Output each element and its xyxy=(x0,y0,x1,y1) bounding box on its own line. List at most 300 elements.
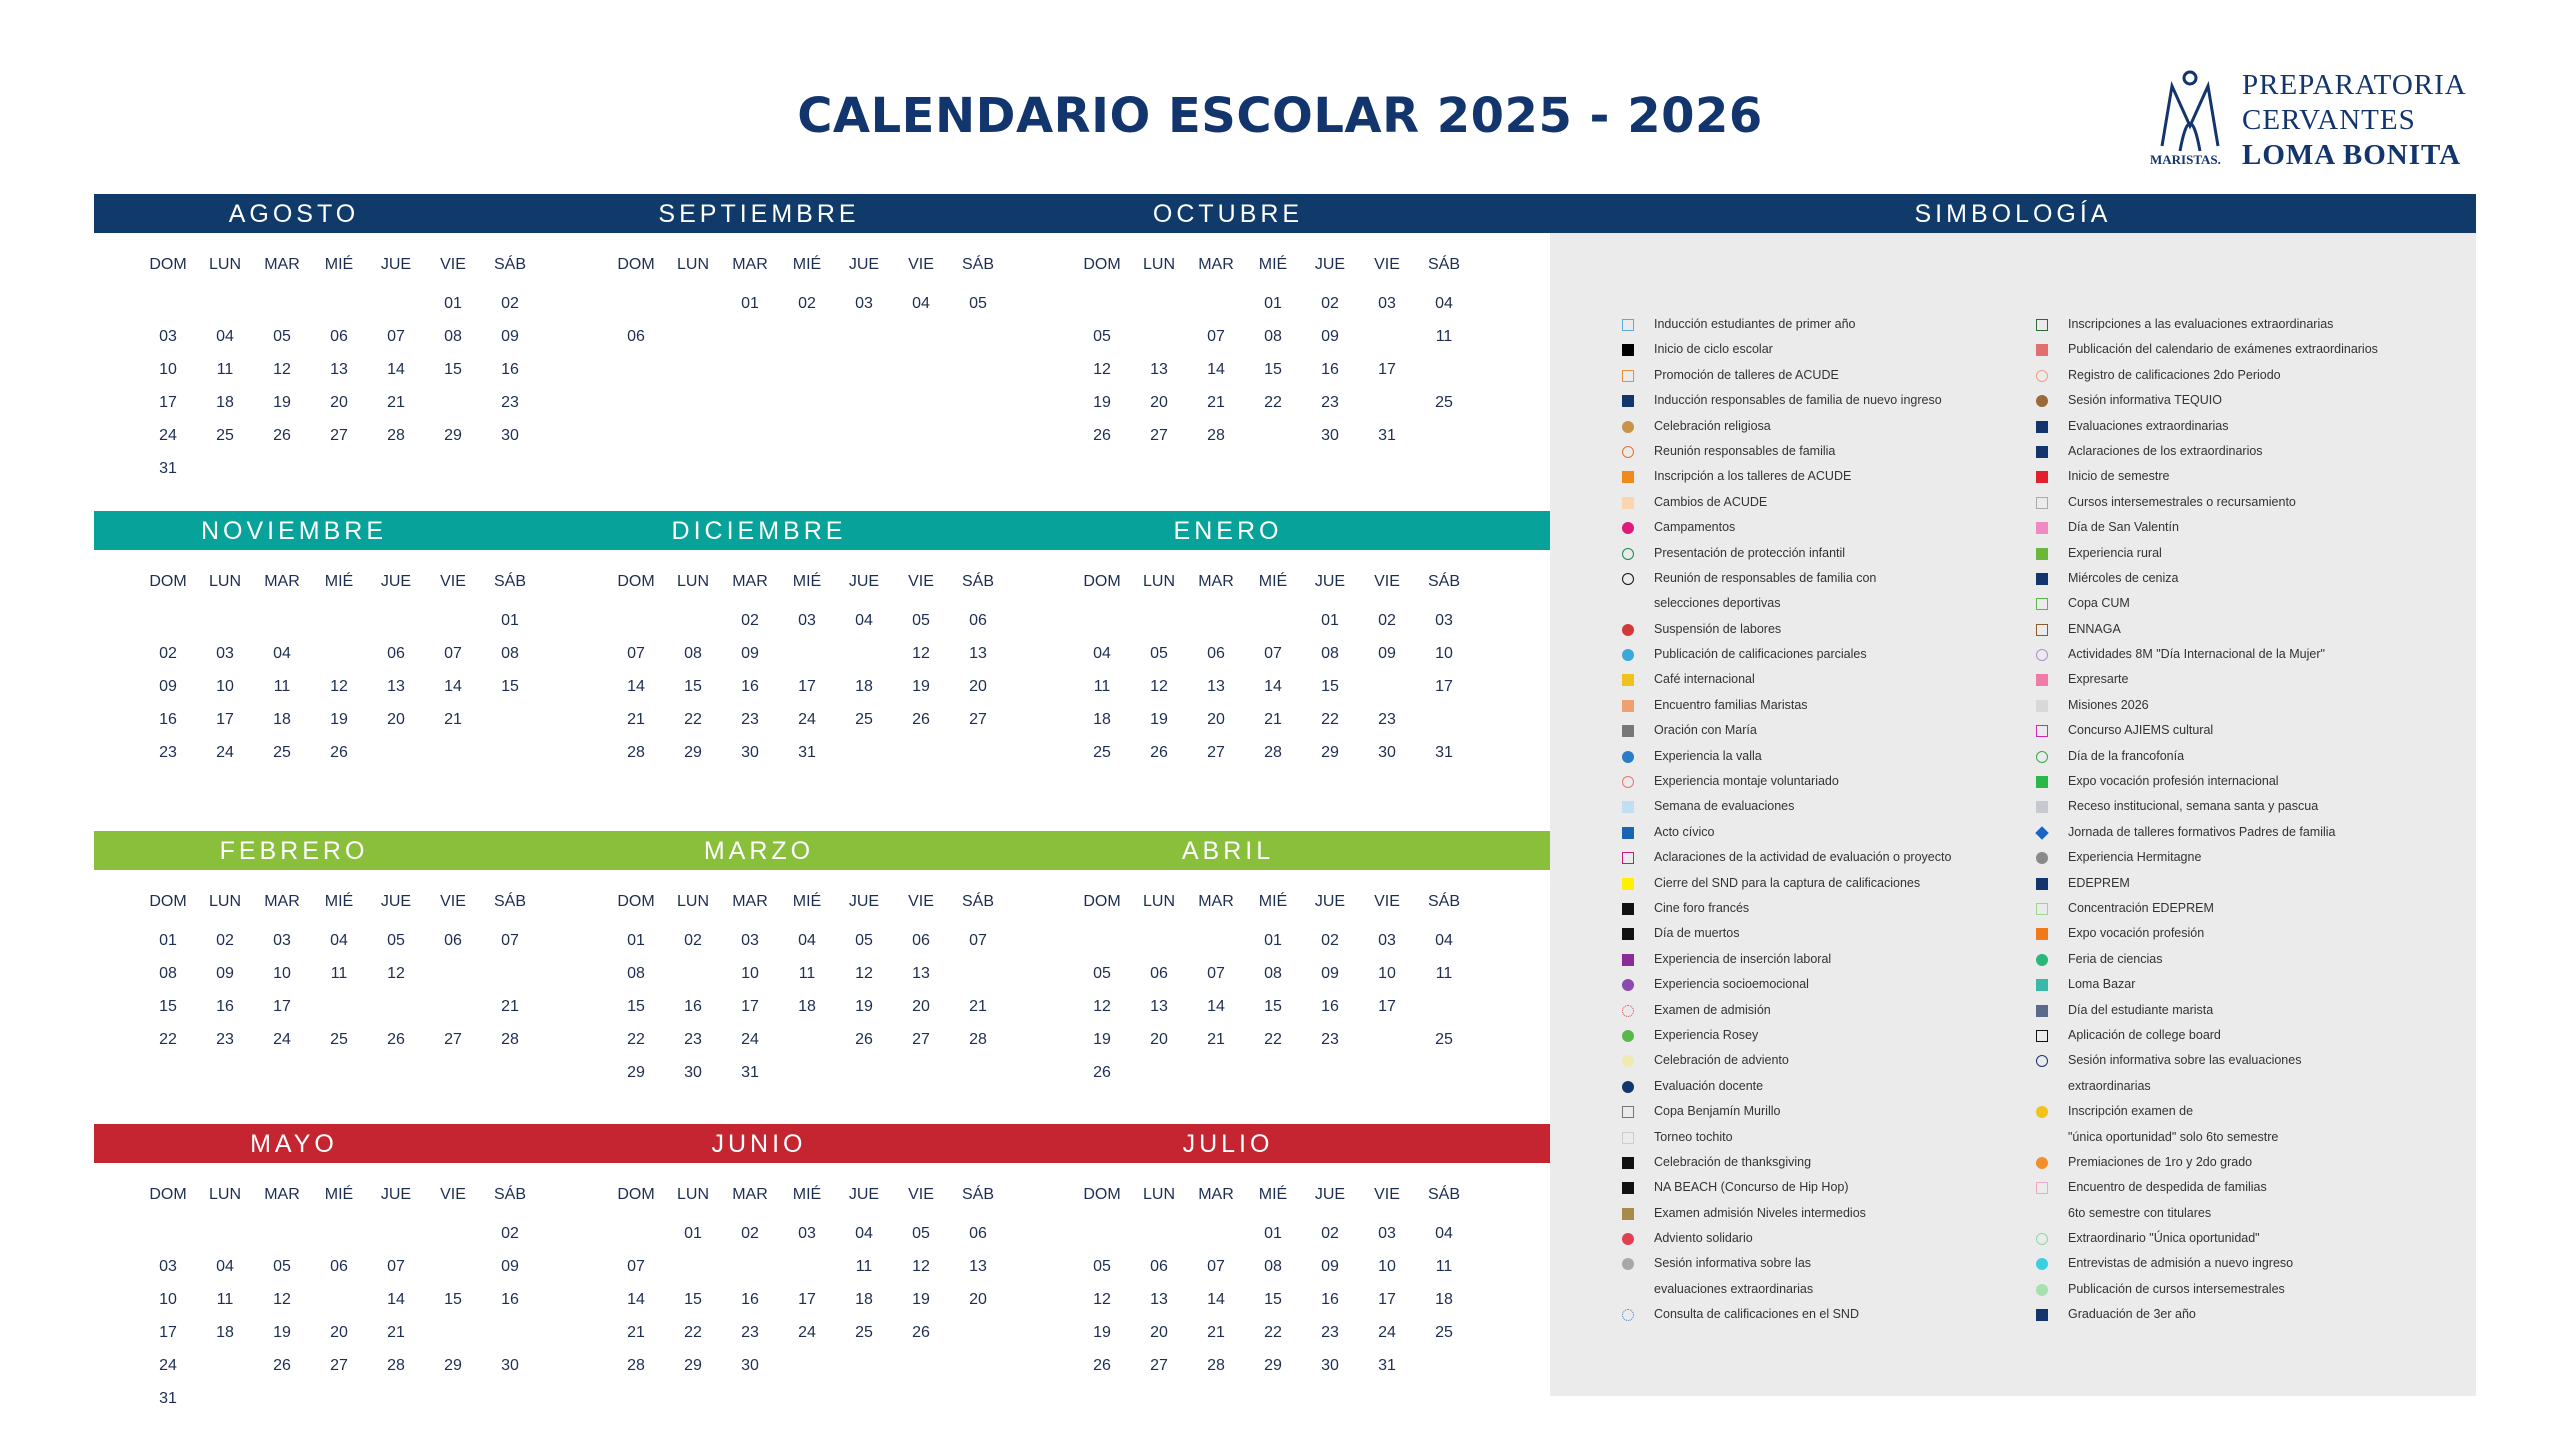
day-cell: 02 xyxy=(159,645,177,662)
legend-label: Experiencia socioemocional xyxy=(1654,977,1809,992)
day-cell: 26 xyxy=(1093,1357,1111,1374)
day-cell: 24 xyxy=(273,1031,291,1048)
day-cell: 09 xyxy=(1321,328,1339,345)
day-cell: 30 xyxy=(741,744,759,761)
week-row xyxy=(1074,1284,1474,1317)
day-cell: 17 xyxy=(1378,1291,1396,1308)
legend-label: Torneo tochito xyxy=(1654,1129,1733,1144)
lines-teal-icon xyxy=(2036,979,2048,991)
day-cell: 22 xyxy=(684,1324,702,1341)
day-header: SÁB xyxy=(1427,573,1460,590)
band-row-4 xyxy=(94,1124,1550,1163)
day-cell: 20 xyxy=(1150,1324,1168,1341)
day-cell: 03 xyxy=(1378,295,1396,312)
day-header: MIÉ xyxy=(324,1186,354,1203)
day-header: SÁB xyxy=(961,893,994,910)
day-cell: 07 xyxy=(627,1258,645,1275)
day-cell: 21 xyxy=(1207,1324,1225,1341)
legend-item xyxy=(1616,1048,2036,1073)
dotted-blue-icon xyxy=(1622,1309,1634,1321)
sq-outline-orange-icon xyxy=(1622,370,1634,382)
day-cell: 06 xyxy=(1150,965,1168,982)
legend-item xyxy=(2030,337,2470,362)
day-cell: 08 xyxy=(159,965,177,982)
day-cell: 01 xyxy=(684,1225,702,1242)
day-cell: 18 xyxy=(855,1291,873,1308)
legend-item xyxy=(2030,1251,2470,1276)
month-grid xyxy=(140,1218,540,1416)
week-row xyxy=(608,1317,1008,1350)
legend-right xyxy=(2030,312,2470,1328)
legend-item xyxy=(2030,744,2470,769)
day-cell: 21 xyxy=(501,998,519,1015)
day-cell: 18 xyxy=(1435,1291,1453,1308)
legend-label: Sesión informativa sobre las evaluaciones xyxy=(2068,1053,2302,1068)
day-cell: 22 xyxy=(684,711,702,728)
day-cell: 20 xyxy=(912,998,930,1015)
band-row-1 xyxy=(94,194,1550,233)
week-row xyxy=(608,1284,1008,1317)
week-row xyxy=(140,1317,540,1350)
day-cell: 15 xyxy=(1264,998,1282,1015)
legend-item xyxy=(2030,1175,2470,1200)
day-cell: 23 xyxy=(741,1324,759,1341)
week-row xyxy=(608,1350,1008,1383)
legend-item xyxy=(1616,947,2036,972)
day-cell: 30 xyxy=(741,1357,759,1374)
week-row xyxy=(140,925,540,958)
circle-outline-mint-icon xyxy=(2036,1233,2048,1245)
day-cell: 04 xyxy=(273,645,291,662)
legend-label: Jornada de talleres formativos Padres de familia xyxy=(2068,824,2336,839)
week-row xyxy=(140,671,540,704)
day-header: LUN xyxy=(208,893,241,910)
day-header: MIÉ xyxy=(1258,893,1288,910)
week-row xyxy=(608,321,1008,354)
day-cell: 21 xyxy=(1207,394,1225,411)
day-cell: 29 xyxy=(1264,1357,1282,1374)
legend-label: Copa Benjamín Murillo xyxy=(1654,1104,1781,1119)
legend-label: Inducción responsables de familia de nuevo ingreso xyxy=(1654,393,1942,408)
legend-label: Café internacional xyxy=(1654,672,1755,687)
day-cell: 20 xyxy=(330,1324,348,1341)
day-cell: 03 xyxy=(741,932,759,949)
legend-label: Feria de ciencias xyxy=(2068,951,2163,966)
day-header: LUN xyxy=(208,1186,241,1203)
day-cell: 10 xyxy=(1378,1258,1396,1275)
day-header: LUN xyxy=(676,256,709,273)
day-cell: 03 xyxy=(1378,1225,1396,1242)
day-cell: 11 xyxy=(273,678,291,695)
legend-label: Inducción estudiantes de primer año xyxy=(1654,317,1856,331)
day-cell: 04 xyxy=(216,328,234,345)
legend-item xyxy=(2030,896,2470,921)
day-cell: 21 xyxy=(969,998,987,1015)
legend-label: Presentación de protección infantil xyxy=(1654,545,1846,560)
day-cell: 25 xyxy=(1435,394,1453,411)
day-header: SÁB xyxy=(961,573,994,590)
circle-outline-lavender-icon xyxy=(2036,649,2048,661)
sun-green-icon xyxy=(2036,954,2048,966)
day-cell: 06 xyxy=(627,328,645,345)
day-cell: 15 xyxy=(1264,361,1282,378)
day-cell: 01 xyxy=(444,295,462,312)
day-cell: 16 xyxy=(501,361,519,378)
day-header: VIE xyxy=(440,573,466,590)
day-cell: 21 xyxy=(387,394,405,411)
legend-item xyxy=(1616,388,2036,413)
day-cell: 23 xyxy=(1321,1031,1339,1048)
circle-outline-green-icon xyxy=(2036,751,2048,763)
day-cell: 21 xyxy=(1264,711,1282,728)
legend-item xyxy=(2030,769,2470,794)
legend-item xyxy=(2030,972,2470,997)
day-cell: 06 xyxy=(330,328,348,345)
month-title-julio: JULIO xyxy=(1182,1130,1274,1158)
week-row xyxy=(140,1218,540,1251)
day-cell: 10 xyxy=(159,361,177,378)
legend-item xyxy=(2030,541,2470,566)
week-row xyxy=(1074,991,1474,1024)
day-cell: 29 xyxy=(684,1357,702,1374)
week-row xyxy=(140,288,540,321)
day-cell: 03 xyxy=(798,612,816,629)
legend-item xyxy=(1616,1277,2036,1302)
legend-item xyxy=(2030,1277,2470,1302)
day-cell: 19 xyxy=(330,711,348,728)
day-cell: 10 xyxy=(216,678,234,695)
arc-orange-icon xyxy=(1622,446,1634,458)
legend-label: Adviento solidario xyxy=(1654,1231,1753,1246)
day-headers xyxy=(1074,256,1474,280)
day-cell: 13 xyxy=(1150,998,1168,1015)
day-header: VIE xyxy=(1374,256,1400,273)
legend-label: Concentración EDEPREM xyxy=(2068,900,2214,915)
circle-outline-peach-icon xyxy=(2036,370,2048,382)
day-cell: 15 xyxy=(444,361,462,378)
day-cell: 24 xyxy=(798,1324,816,1341)
day-cell: 20 xyxy=(387,711,405,728)
legend-label: Expo vocación profesión internacional xyxy=(2068,774,2279,789)
circle-mint-icon xyxy=(2036,1284,2048,1296)
month-title-agosto: AGOSTO xyxy=(228,200,360,228)
week-row xyxy=(140,321,540,354)
legend-item xyxy=(2030,1302,2470,1327)
day-header: LUN xyxy=(1142,1186,1175,1203)
week-row xyxy=(608,638,1008,671)
day-cell: 02 xyxy=(501,1225,519,1242)
day-header: MAR xyxy=(1198,573,1234,590)
day-cell: 14 xyxy=(627,1291,645,1308)
legend-label: extraordinarias xyxy=(2068,1078,2151,1093)
day-cell: 25 xyxy=(1435,1031,1453,1048)
day-cell: 10 xyxy=(273,965,291,982)
legend-label: evaluaciones extraordinarias xyxy=(1654,1281,1814,1296)
x-navy-icon xyxy=(2036,878,2048,890)
day-header: VIE xyxy=(908,1186,934,1203)
legend-item xyxy=(1616,363,2036,388)
legend-item xyxy=(1616,541,2036,566)
day-cell: 19 xyxy=(1093,1324,1111,1341)
day-cell: 05 xyxy=(1093,1258,1111,1275)
day-cell: 23 xyxy=(684,1031,702,1048)
day-header: JUE xyxy=(848,893,880,910)
week-row xyxy=(608,1024,1008,1057)
day-cell: 01 xyxy=(159,932,177,949)
month-title-diciembre: DICIEMBRE xyxy=(671,517,847,545)
day-cell: 29 xyxy=(444,427,462,444)
week-row xyxy=(608,288,1008,321)
legend-label: Aplicación de college board xyxy=(2068,1027,2221,1042)
legend-item xyxy=(2030,1150,2470,1175)
legend-label: Cine foro francés xyxy=(1654,900,1750,915)
day-cell: 24 xyxy=(741,1031,759,1048)
page-title: CALENDARIO ESCOLAR 2025 - 2026 xyxy=(797,88,1763,144)
day-cell: 13 xyxy=(912,965,930,982)
sq-purple-icon xyxy=(1622,954,1634,966)
legend-item xyxy=(2030,845,2470,870)
month-grid xyxy=(1074,288,1474,453)
legend-label: Semana de evaluaciones xyxy=(1654,799,1795,814)
day-header: MAR xyxy=(264,893,300,910)
day-cell: 08 xyxy=(1264,1258,1282,1275)
month-grid xyxy=(608,1218,1008,1383)
day-header: LUN xyxy=(1142,573,1175,590)
day-cell: 18 xyxy=(216,394,234,411)
legend-item xyxy=(1616,490,2036,515)
day-header: MAR xyxy=(732,1186,768,1203)
day-cell: 17 xyxy=(1378,998,1396,1015)
legend-item xyxy=(1616,1023,2036,1048)
legend-item xyxy=(1616,769,2036,794)
legend-label: Examen de admisión xyxy=(1654,1002,1771,1017)
day-cell: 10 xyxy=(741,965,759,982)
day-header: MAR xyxy=(1198,256,1234,273)
day-cell: 28 xyxy=(969,1031,987,1048)
day-cell: 05 xyxy=(1093,328,1111,345)
day-cell: 28 xyxy=(1264,744,1282,761)
day-cell: 12 xyxy=(1093,998,1111,1015)
legend-item xyxy=(2030,490,2470,515)
legend-item xyxy=(1616,667,2036,692)
week-row xyxy=(140,1284,540,1317)
day-cell: 07 xyxy=(387,1258,405,1275)
day-header: VIE xyxy=(908,256,934,273)
legend-label: Cursos intersemestrales o recursamiento xyxy=(2068,494,2296,509)
day-cell: 24 xyxy=(216,744,234,761)
day-cell: 04 xyxy=(216,1258,234,1275)
week-row xyxy=(1074,1317,1474,1350)
day-cell: 02 xyxy=(684,932,702,949)
legend-label: Actividades 8M "Día Internacional de la Mujer" xyxy=(2068,647,2325,662)
day-header: DOM xyxy=(617,573,655,590)
legend-item xyxy=(1616,312,2036,337)
week-row xyxy=(1074,387,1474,420)
day-cell: 28 xyxy=(387,427,405,444)
day-cell: 14 xyxy=(1207,361,1225,378)
day-headers xyxy=(1074,1186,1474,1210)
month-grid xyxy=(1074,925,1474,1090)
legend-item xyxy=(1616,871,2036,896)
day-cell: 20 xyxy=(1207,711,1225,728)
flower-yellow-icon xyxy=(1622,674,1634,686)
day-header: MAR xyxy=(732,256,768,273)
day-cell: 10 xyxy=(1435,645,1453,662)
day-cell: 27 xyxy=(969,711,987,728)
day-cell: 06 xyxy=(969,1225,987,1242)
legend-label: Concurso AJIEMS cultural xyxy=(2068,723,2214,738)
day-header: DOM xyxy=(617,256,655,273)
day-cell: 23 xyxy=(1321,394,1339,411)
circle-navy-icon xyxy=(1622,1081,1634,1093)
legend-item xyxy=(2030,871,2470,896)
day-cell: 23 xyxy=(501,394,519,411)
day-header: SÁB xyxy=(961,256,994,273)
day-cell: 10 xyxy=(1378,965,1396,982)
day-cell: 23 xyxy=(1378,711,1396,728)
brackets-gray-icon xyxy=(1622,1106,1634,1118)
day-cell: 09 xyxy=(1321,965,1339,982)
day-cell: 12 xyxy=(912,645,930,662)
day-cell: 26 xyxy=(387,1031,405,1048)
day-cell: 13 xyxy=(330,361,348,378)
day-header: VIE xyxy=(908,893,934,910)
day-cell: 07 xyxy=(1264,645,1282,662)
day-headers xyxy=(140,573,540,597)
month-grid xyxy=(140,288,540,486)
day-cell: 09 xyxy=(216,965,234,982)
day-header: JUE xyxy=(1314,1186,1346,1203)
month-title-junio: JUNIO xyxy=(711,1130,807,1158)
legend-label: ENNAGA xyxy=(2068,621,2121,636)
day-header: DOM xyxy=(617,893,655,910)
day-cell: 18 xyxy=(216,1324,234,1341)
week-row xyxy=(608,1218,1008,1251)
corner-navy-icon xyxy=(2036,446,2048,458)
week-row xyxy=(1074,1251,1474,1284)
day-cell: 01 xyxy=(627,932,645,949)
day-cell: 10 xyxy=(159,1291,177,1308)
day-cell: 30 xyxy=(501,1357,519,1374)
day-cell: 26 xyxy=(273,1357,291,1374)
day-cell: 26 xyxy=(273,427,291,444)
day-cell: 17 xyxy=(159,1324,177,1341)
day-cell: 12 xyxy=(1093,1291,1111,1308)
day-cell: 11 xyxy=(1093,678,1111,695)
legend-item xyxy=(1616,515,2036,540)
day-cell: 16 xyxy=(1321,1291,1339,1308)
month-title-marzo: MARZO xyxy=(703,837,815,865)
day-header: MIÉ xyxy=(1258,256,1288,273)
legend-item xyxy=(2030,693,2470,718)
legend-label: selecciones deportivas xyxy=(1654,596,1781,611)
day-cell: 15 xyxy=(1264,1291,1282,1308)
legend-label: Campamentos xyxy=(1654,520,1736,535)
legend-item xyxy=(1616,591,2036,616)
day-cell: 06 xyxy=(444,932,462,949)
day-cell: 16 xyxy=(216,998,234,1015)
legend-item xyxy=(2030,947,2470,972)
day-header: JUE xyxy=(1314,573,1346,590)
day-cell: 03 xyxy=(159,328,177,345)
star-brown-icon xyxy=(1622,1208,1634,1220)
legend-label: Consulta de calificaciones en el SND xyxy=(1654,1307,1859,1322)
day-header: MIÉ xyxy=(1258,1186,1288,1203)
sq-outline-gray-icon xyxy=(2036,497,2048,509)
day-cell: 16 xyxy=(501,1291,519,1308)
week-row xyxy=(140,991,540,1024)
day-cell: 26 xyxy=(1150,744,1168,761)
day-header: DOM xyxy=(1083,573,1121,590)
week-row xyxy=(1074,1057,1474,1090)
day-cell: 29 xyxy=(684,744,702,761)
sun-yellow-icon xyxy=(2036,1106,2048,1118)
day-cell: 07 xyxy=(1207,328,1225,345)
day-headers xyxy=(1074,573,1474,597)
day-header: VIE xyxy=(1374,893,1400,910)
day-cell: 09 xyxy=(159,678,177,695)
day-cell: 15 xyxy=(444,1291,462,1308)
day-cell: 21 xyxy=(627,711,645,728)
legend-label: Extraordinario "Única oportunidad" xyxy=(2068,1231,2260,1246)
day-cell: 15 xyxy=(501,678,519,695)
day-cell: 04 xyxy=(1435,932,1453,949)
day-header: MIÉ xyxy=(324,256,354,273)
week-row xyxy=(608,737,1008,770)
day-header: MAR xyxy=(264,573,300,590)
day-cell: 12 xyxy=(1093,361,1111,378)
band-row-2 xyxy=(94,511,1550,550)
day-header: VIE xyxy=(1374,1186,1400,1203)
day-cell: 17 xyxy=(741,998,759,1015)
day-cell: 28 xyxy=(627,744,645,761)
day-cell: 03 xyxy=(1435,612,1453,629)
day-cell: 16 xyxy=(1321,361,1339,378)
legend-label: Miércoles de ceniza xyxy=(2068,570,2179,585)
legend-label: Inscripciones a las evaluaciones extraordinarias xyxy=(2068,317,2334,331)
legend-item xyxy=(1616,642,2036,667)
day-header: JUE xyxy=(380,1186,412,1203)
day-cell: 28 xyxy=(1207,1357,1225,1374)
week-row xyxy=(608,704,1008,737)
day-cell: 14 xyxy=(627,678,645,695)
cap-navy-icon xyxy=(2036,1309,2048,1321)
month-title-febrero: FEBRERO xyxy=(219,837,369,865)
sq-lightgray-icon xyxy=(2036,700,2048,712)
legend-label: Registro de calificaciones 2do Periodo xyxy=(2068,367,2281,382)
day-cell: 08 xyxy=(684,645,702,662)
week-row xyxy=(140,453,540,486)
legend-item xyxy=(2030,1074,2470,1099)
month-title-octubre: OCTUBRE xyxy=(1152,200,1304,228)
day-cell: 11 xyxy=(798,965,816,982)
month-grid xyxy=(1074,605,1474,770)
day-cell: 18 xyxy=(855,678,873,695)
day-cell: 14 xyxy=(444,678,462,695)
legend-label: EDEPREM xyxy=(2068,875,2130,890)
legend-label: Experiencia Rosey xyxy=(1654,1027,1759,1042)
day-cell: 08 xyxy=(444,328,462,345)
week-row xyxy=(608,958,1008,991)
day-cell: 04 xyxy=(912,295,930,312)
legend-label: Examen admisión Niveles intermedios xyxy=(1654,1205,1866,1220)
day-cell: 31 xyxy=(1378,1357,1396,1374)
month-grid xyxy=(608,605,1008,770)
day-cell: 06 xyxy=(1207,645,1225,662)
day-cell: 09 xyxy=(1378,645,1396,662)
sq-orange-icon xyxy=(1622,471,1634,483)
day-cell: 12 xyxy=(912,1258,930,1275)
